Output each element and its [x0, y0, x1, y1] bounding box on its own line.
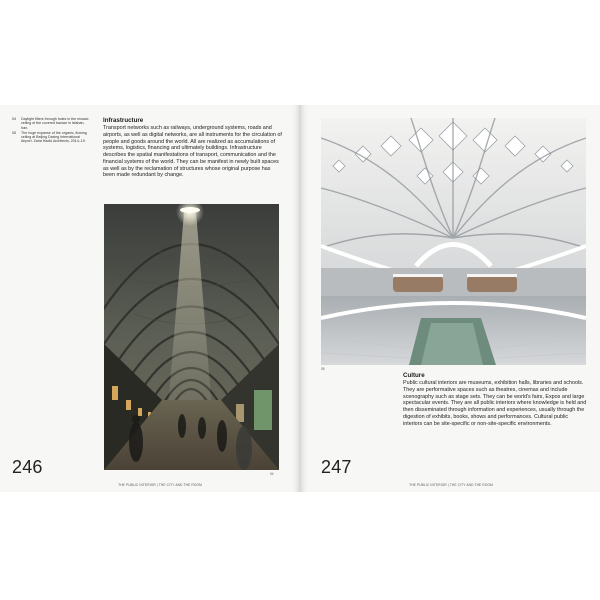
airport-photo	[321, 118, 586, 365]
photo-number: 05	[321, 367, 325, 371]
caption-list	[12, 117, 90, 145]
caption-text: The huge expanse of the organic, flowing ceiling at Beijing Daxing International Airport. Zaha Hadid Architects, 2014–19.	[21, 130, 87, 144]
caption-item	[12, 131, 90, 144]
caption-item	[12, 117, 90, 130]
bazaar-image	[104, 204, 279, 470]
left-page	[0, 105, 299, 492]
running-footer: THE PUBLIC INTERIOR | THE CITY AND THE ROOM	[409, 483, 493, 487]
right-page	[301, 105, 600, 492]
page-number: 246	[12, 457, 43, 477]
book-spread	[0, 105, 600, 492]
section-heading: Infrastructure	[103, 117, 144, 124]
section-body: Transport networks such as railways, underground systems, roads and airports, as well as digital networks, are all instruments for the circulation of people and goods around the world. All are realized as accumulations of systems, logistics, financing and ultimately buildings. Infrastructure describes the spatial manifestations of transport, communication and the financial systems of the world. They can be manifest in newly built spaces as well as by the reclamation of structures whose original purpose has been made redundant by change.	[103, 125, 282, 179]
bazaar-photo	[104, 204, 279, 470]
page-number: 247	[321, 457, 352, 477]
photo-number: 04	[270, 472, 274, 476]
section-body: Public cultural interiors are museums, exhibition halls, libraries and schools. They are performative spaces such as theatres, cinemas and include scenography such as stage sets. They can be world's fairs, Expos and large spectacular events. They are all public interiors where knowledge is held and then disseminated through information and experiences, usually through the digestion of exhibits, books, shows and performances. Cultural public interiors can be site-specific or non-site-specific environments.	[403, 380, 587, 427]
airport-image	[321, 118, 586, 365]
running-footer: THE PUBLIC INTERIOR | THE CITY AND THE ROOM	[118, 483, 202, 487]
caption-number: 05	[12, 130, 16, 135]
caption-number: 04	[12, 117, 16, 121]
caption-text: Daylight filters through holes in the mosaic ceiling of the covered bazaar in Isfahan, Iran.	[21, 117, 89, 130]
section-heading: Culture	[403, 372, 425, 379]
